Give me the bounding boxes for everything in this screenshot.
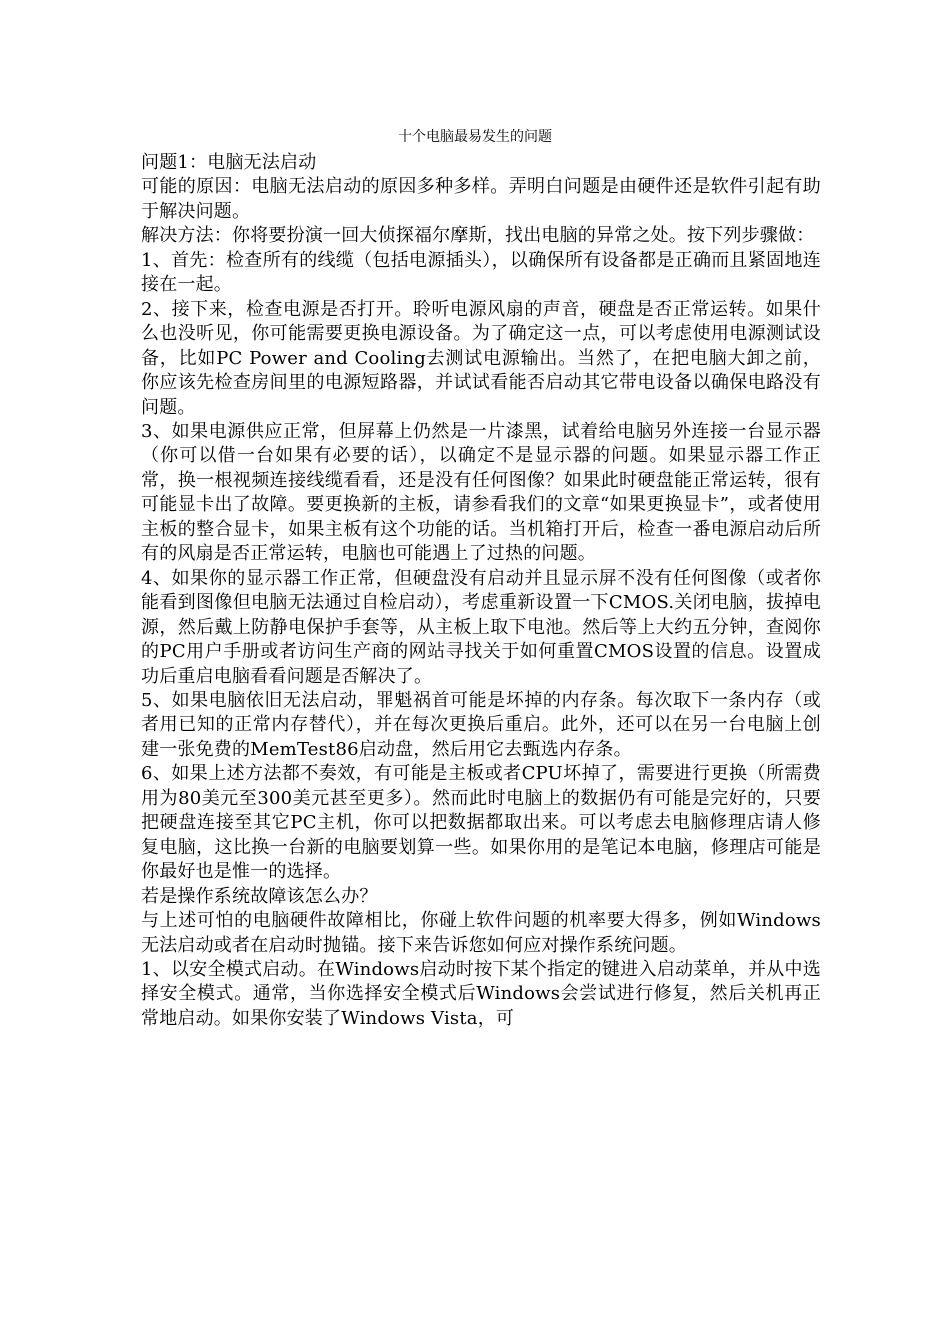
section-heading: 问题1：电脑无法启动 (141, 152, 317, 173)
list-item: 6、如果上述方法都不奏效，有可能是主板或者CPU坏掉了，需要进行更换（所需费用为80美元至300美元甚至更多）。然而此时电脑上的数据仍有可能是完好的，只要把硬盘连接至其它PC主机，你可以把数据都取出来。可以考虑去电脑修理店请人修复电脑，这比换一台新的电脑要划算一些。如果你用的是笔记本电脑，修理店可能是你最好也是惟一的选择。 (141, 763, 821, 883)
list-item: 5、如果电脑依旧无法启动，罪魁祸首可能是坏掉的内存条。每次取下一条内存（或者用已知的正常内存替代），并在每次更换后重启。此外，还可以在另一台电脑上创建一张免费的MemTest86启动盘，然后用它去甄选内存条。 (141, 689, 821, 760)
list-item: 1、首先：检查所有的线缆（包括电源插头），以确保所有设备都是正确而且紧固地连接在一起。 (141, 249, 821, 296)
document-title: 十个电脑最易发生的问题 (398, 129, 552, 145)
list-item: 1、以安全模式启动。在Windows启动时按下某个指定的键进入启动菜单，并从中选择安全模式。通常，当你选择安全模式后Windows会尝试进行修复，然后关机再正常地启动。如果你安装了Windows Vista，可 (141, 958, 821, 1029)
section-heading: 若是操作系统故障该怎么办？ (141, 885, 378, 907)
list-item: 4、如果你的显示器工作正常，但硬盘没有启动并且显示屏不没有任何图像（或者你能看到图像但电脑无法通过自检启动），考虑重新设置一下CMOS.关闭电脑，拔掉电源，然后戴上防静电保护手套等，从主板上取下电池。然后等上大约五分钟，查阅你的PC用户手册或者访问生产商的网站寻找关于如何重置CMOS设置的信息。设置成功后重启电脑看看问题是否解决了。 (141, 567, 821, 687)
paragraph: 解决方法：你将要扮演一回大侦探福尔摩斯，找出电脑的异常之处。按下列步骤做： (141, 225, 815, 247)
paragraph: 与上述可怕的电脑硬件故障相比，你碰上软件问题的机率要大得多，例如Windows无法启动或者在启动时抛锚。接下来告诉您如何应对操作系统问题。 (141, 910, 821, 956)
list-item: 2、接下来，检查电源是否打开。聆听电源风扇的声音，硬盘是否正常运转。如果什么也没听见，你可能需要更换电源设备。为了确定这一点，可以考虑使用电源测试设备，比如PC Power and Cooling去测试电源输出。当然了，在把电脑大卸之前，你应该先检查房间里的电源短路器，并试试看能否启动其它带电设备以确保电路没有问题。 (141, 298, 821, 418)
document-body (141, 151, 821, 1031)
list-item: 3、如果电源供应正常，但屏幕上仍然是一片漆黑，试着给电脑另外连接一台显示器（你可以借一台如果有必要的话），以确定不是显示器的问题。如果显示器工作正常，换一根视频连接线缆看看，还是没有任何图像？如果此时硬盘能正常运转，很有可能显卡出了故障。要更换新的主板，请参看我们的文章“如果更换显卡”，或者使用主板的整合显卡，如果主板有这个功能的话。当机箱打开后，检查一番电源启动后所有的风扇是否正常运转，电脑也可能遇上了过热的问题。 (141, 420, 821, 565)
paragraph: 可能的原因：电脑无法启动的原因多种多样。弄明白问题是由硬件还是软件引起有助于解决问题。 (141, 176, 821, 222)
